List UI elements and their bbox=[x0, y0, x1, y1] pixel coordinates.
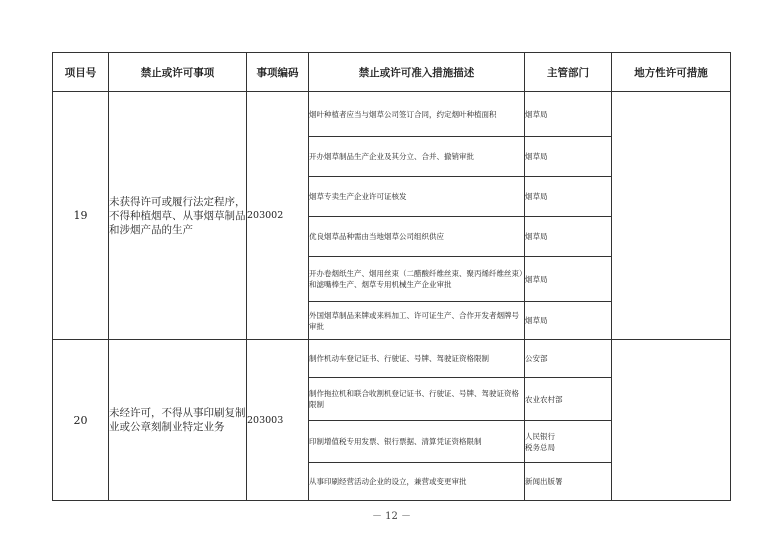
table-row bbox=[53, 92, 731, 137]
col-header-department: 主管部门 bbox=[525, 53, 612, 92]
measure-description: 开办卷烟纸生产、烟用丝束（二醋酸纤维丝束、聚丙烯纤维丝束）和滤嘴棒生产、烟草专用机械生产企业审批 bbox=[309, 257, 525, 302]
department: 农业农村部 bbox=[525, 378, 612, 421]
department: 烟草局 bbox=[525, 217, 612, 257]
measure-description: 烟草专卖生产企业许可证核发 bbox=[309, 177, 525, 217]
col-header-number: 项目号 bbox=[53, 53, 109, 92]
department: 新闻出版署 bbox=[525, 463, 612, 501]
measure-description: 从事印刷经营活动企业的设立，兼营或变更审批 bbox=[309, 463, 525, 501]
local-measures-cell bbox=[612, 340, 731, 501]
item-title: 未获得许可或履行法定程序，不得种植烟草、从事烟草制品和涉烟产品的生产 bbox=[109, 92, 247, 340]
measure-description: 烟叶种植者应当与烟草公司签订合同，约定烟叶种植面积 bbox=[309, 92, 525, 137]
item-title: 未经许可，不得从事印刷复制业或公章刻制业特定业务 bbox=[109, 340, 247, 501]
item-number: 19 bbox=[53, 92, 109, 340]
table-row bbox=[53, 340, 731, 378]
measure-description: 开办烟草制品生产企业及其分立、合并、撤销审批 bbox=[309, 137, 525, 177]
col-header-item: 禁止或许可事项 bbox=[109, 53, 247, 92]
department: 烟草局 bbox=[525, 137, 612, 177]
department: 烟草局 bbox=[525, 302, 612, 340]
local-measures-cell bbox=[612, 92, 731, 340]
col-header-code: 事项编码 bbox=[247, 53, 309, 92]
measure-description: 制作拖拉机和联合收割机登记证书、行驶证、号牌、驾驶证资格限制 bbox=[309, 378, 525, 421]
measure-description: 优良烟草品种需由当地烟草公司组织供应 bbox=[309, 217, 525, 257]
col-header-description: 禁止或许可准入措施描述 bbox=[309, 53, 525, 92]
item-code: 203002 bbox=[247, 92, 309, 340]
measures-table bbox=[52, 52, 731, 501]
department: 公安部 bbox=[525, 340, 612, 378]
measure-description: 制作机动车登记证书、行驶证、号牌、驾驶证资格限制 bbox=[309, 340, 525, 378]
page-number: － 12 － bbox=[371, 511, 412, 522]
item-number: 20 bbox=[53, 340, 109, 501]
col-header-local-measures: 地方性许可措施 bbox=[612, 53, 731, 92]
department: 人民银行 税务总局 bbox=[525, 421, 612, 463]
measure-description: 外国烟草制品来牌或来料加工、许可证生产、合作开发者烟牌号审批 bbox=[309, 302, 525, 340]
department: 烟草局 bbox=[525, 92, 612, 137]
measure-description: 印制增值税专用发票、银行票据、清算凭证资格限制 bbox=[309, 421, 525, 463]
department: 烟草局 bbox=[525, 177, 612, 217]
header-row bbox=[53, 53, 731, 92]
item-code: 203003 bbox=[247, 340, 309, 501]
department: 烟草局 bbox=[525, 257, 612, 302]
